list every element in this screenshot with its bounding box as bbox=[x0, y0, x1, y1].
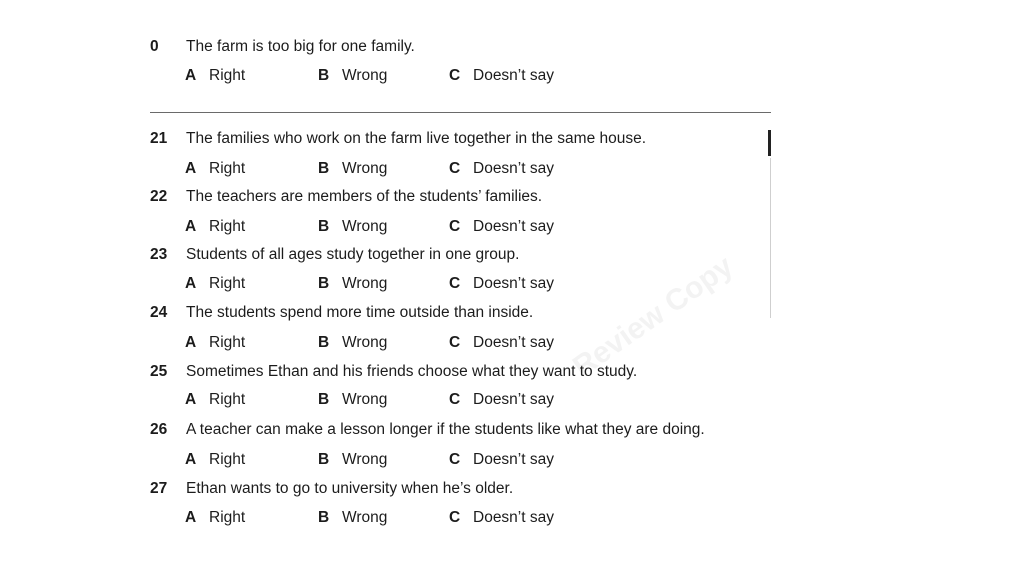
option-label: Wrong bbox=[342, 391, 388, 408]
option-label: Right bbox=[209, 218, 246, 235]
option-label: Right bbox=[209, 334, 246, 351]
option-label: Doesn’t say bbox=[473, 334, 554, 351]
question-text: Students of all ages study together in one group. bbox=[186, 246, 520, 263]
question-number: 27 bbox=[150, 480, 168, 497]
option-label: Wrong bbox=[342, 334, 388, 351]
question-number: 23 bbox=[150, 246, 168, 263]
option-c[interactable] bbox=[449, 65, 554, 87]
answer-options bbox=[185, 389, 605, 411]
option-b[interactable] bbox=[318, 507, 387, 529]
option-c[interactable] bbox=[449, 216, 554, 238]
option-b[interactable] bbox=[318, 389, 387, 411]
option-label: Right bbox=[209, 451, 246, 468]
option-c[interactable] bbox=[449, 449, 554, 471]
option-a[interactable] bbox=[185, 389, 245, 411]
question-text: Ethan wants to go to university when he’s older. bbox=[186, 480, 514, 497]
option-label: Right bbox=[209, 509, 246, 526]
option-a[interactable] bbox=[185, 273, 245, 295]
question-text: The teachers are members of the students’ families. bbox=[186, 188, 543, 205]
option-c[interactable] bbox=[449, 332, 554, 354]
option-b[interactable] bbox=[318, 216, 387, 238]
option-b[interactable] bbox=[318, 273, 387, 295]
question-number: 24 bbox=[150, 304, 168, 321]
option-letter: B bbox=[318, 67, 330, 84]
option-letter: B bbox=[318, 218, 330, 235]
option-label: Wrong bbox=[342, 67, 388, 84]
option-a[interactable] bbox=[185, 65, 245, 87]
option-label: Wrong bbox=[342, 160, 388, 177]
option-b[interactable] bbox=[318, 158, 387, 180]
option-c[interactable] bbox=[449, 389, 554, 411]
option-label: Right bbox=[209, 67, 246, 84]
divider bbox=[150, 112, 771, 113]
option-a[interactable] bbox=[185, 332, 245, 354]
answer-options bbox=[185, 507, 605, 529]
option-b[interactable] bbox=[318, 332, 387, 354]
option-letter: B bbox=[318, 334, 330, 351]
question-number: 26 bbox=[150, 421, 168, 438]
option-letter: A bbox=[185, 160, 197, 177]
option-label: Doesn’t say bbox=[473, 509, 554, 526]
option-letter: C bbox=[449, 218, 461, 235]
option-letter: B bbox=[318, 275, 330, 292]
option-letter: A bbox=[185, 451, 197, 468]
answer-options bbox=[185, 332, 605, 354]
option-letter: A bbox=[185, 334, 197, 351]
option-letter: A bbox=[185, 67, 197, 84]
option-a[interactable] bbox=[185, 158, 245, 180]
answer-options bbox=[185, 273, 605, 295]
answer-options bbox=[185, 158, 605, 180]
option-letter: C bbox=[449, 391, 461, 408]
answer-options bbox=[185, 216, 605, 238]
option-b[interactable] bbox=[318, 449, 387, 471]
example-options bbox=[185, 65, 605, 87]
option-label: Doesn’t say bbox=[473, 391, 554, 408]
option-label: Wrong bbox=[342, 509, 388, 526]
option-label: Doesn’t say bbox=[473, 160, 554, 177]
option-letter: C bbox=[449, 334, 461, 351]
answer-options bbox=[185, 449, 605, 471]
option-label: Wrong bbox=[342, 218, 388, 235]
margin-bar bbox=[768, 130, 771, 156]
option-label: Right bbox=[209, 391, 246, 408]
option-letter: C bbox=[449, 275, 461, 292]
option-c[interactable] bbox=[449, 273, 554, 295]
option-label: Doesn’t say bbox=[473, 275, 554, 292]
option-letter: C bbox=[449, 509, 461, 526]
option-a[interactable] bbox=[185, 507, 245, 529]
option-letter: C bbox=[449, 160, 461, 177]
option-c[interactable] bbox=[449, 507, 554, 529]
question-number: 22 bbox=[150, 188, 168, 205]
option-letter: B bbox=[318, 509, 330, 526]
question-text: Sometimes Ethan and his friends choose what they want to study. bbox=[186, 363, 638, 380]
option-b[interactable] bbox=[318, 65, 387, 87]
option-letter: C bbox=[449, 67, 461, 84]
option-label: Doesn’t say bbox=[473, 67, 554, 84]
question-number: 0 bbox=[150, 38, 159, 55]
question-number: 21 bbox=[150, 130, 168, 147]
question-text: The families who work on the farm live together in the same house. bbox=[186, 130, 647, 147]
option-letter: B bbox=[318, 451, 330, 468]
question-number: 25 bbox=[150, 363, 168, 380]
option-c[interactable] bbox=[449, 158, 554, 180]
question-text: The farm is too big for one family. bbox=[186, 38, 415, 55]
watermark: Review Copy bbox=[567, 249, 740, 384]
option-letter: A bbox=[185, 218, 197, 235]
question-text: The students spend more time outside than inside. bbox=[186, 304, 534, 321]
page-edge bbox=[770, 158, 771, 318]
option-letter: A bbox=[185, 391, 197, 408]
option-label: Right bbox=[209, 275, 246, 292]
option-letter: A bbox=[185, 275, 197, 292]
option-letter: C bbox=[449, 451, 461, 468]
option-a[interactable] bbox=[185, 449, 245, 471]
option-letter: B bbox=[318, 160, 330, 177]
option-label: Right bbox=[209, 160, 246, 177]
option-letter: A bbox=[185, 509, 197, 526]
question-text: A teacher can make a lesson longer if the students like what they are doing. bbox=[186, 421, 705, 438]
option-label: Doesn’t say bbox=[473, 451, 554, 468]
option-letter: B bbox=[318, 391, 330, 408]
option-label: Doesn’t say bbox=[473, 218, 554, 235]
option-a[interactable] bbox=[185, 216, 245, 238]
option-label: Wrong bbox=[342, 451, 388, 468]
option-label: Wrong bbox=[342, 275, 388, 292]
